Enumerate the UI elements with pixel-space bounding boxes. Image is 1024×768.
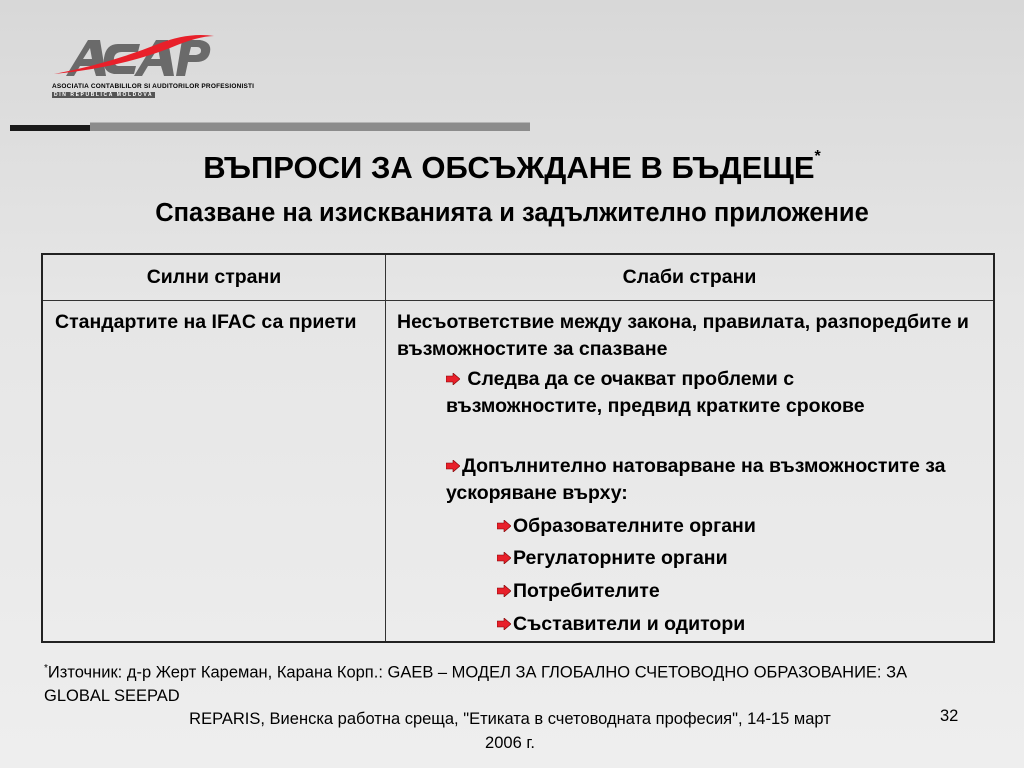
logo-subcaption: DIN REPUBLICA MOLDOVA <box>54 92 154 98</box>
slide-subtitle: Спазване на изискванията и задължително приложение <box>155 199 869 227</box>
slide-title <box>0 150 1024 186</box>
sub-bullet-item <box>497 578 660 605</box>
sub-bullet-text: Регулаторните органи <box>513 547 728 569</box>
slide-footer: REPARIS, Виенска работна среща, "Етиката в счетоводната професия", 14-15 март 2006 г. <box>189 710 831 752</box>
red-arrow-icon <box>497 618 511 630</box>
header-weaknesses: Слаби страни <box>622 266 757 288</box>
sub-bullet-item <box>497 611 745 638</box>
red-arrow-icon <box>497 585 511 597</box>
slide-title-text: ВЪПРОСИ ЗА ОБСЪЖДАНЕ В БЪДЕЩЕ <box>203 150 815 185</box>
acap-logo <box>48 30 255 102</box>
sub-bullet-item <box>497 545 728 572</box>
acap-logo-mark <box>48 30 228 82</box>
strengths-cell: Стандартите на IFAC са приети <box>55 311 357 333</box>
sub-bullet-text: Съставители и одитори <box>513 613 746 635</box>
sub-bullet-text: Потребителите <box>513 580 660 602</box>
source-footnote <box>44 657 944 708</box>
red-arrow-icon <box>497 520 511 532</box>
bullet-text: Следва да се очакват проблеми с възможностите, предвид кратките срокове <box>446 368 865 417</box>
weaknesses-intro: Несъответствие между закона, правилата, разпоредбите и възможностите за спазване <box>397 311 969 360</box>
page-number: 32 <box>940 707 959 725</box>
bullet-item <box>446 453 946 507</box>
sub-bullet-text: Образователните органи <box>513 515 756 537</box>
table-column-divider <box>385 255 386 641</box>
bullet-item <box>446 366 946 420</box>
header-rule-dark <box>10 125 90 131</box>
footnote-text: Източник: д-р Жерт Кареман, Карана Корп.: GAEB – МОДЕЛ ЗА ГЛОБАЛНО СЧЕТОВОДНО ОБРАЗОВАНИЕ: ЗА GLOBAL SEEPAD <box>44 663 908 705</box>
red-arrow-icon <box>497 552 511 564</box>
header-strengths: Силни страни <box>146 266 282 288</box>
red-arrow-icon <box>446 460 460 472</box>
title-footnote-mark: * <box>814 148 821 165</box>
header-rule-gray <box>90 122 530 131</box>
sub-bullet-item <box>497 513 756 540</box>
bullet-text: Допълнително натоварване на възможностите за ускоряване върху: <box>446 455 946 504</box>
logo-caption: ASOCIATIA CONTABILILOR SI AUDITORILOR PROFESIONISTI <box>52 83 255 90</box>
footnote-mark: * <box>44 663 48 674</box>
red-arrow-icon <box>446 373 460 385</box>
table-header-divider <box>43 300 993 301</box>
